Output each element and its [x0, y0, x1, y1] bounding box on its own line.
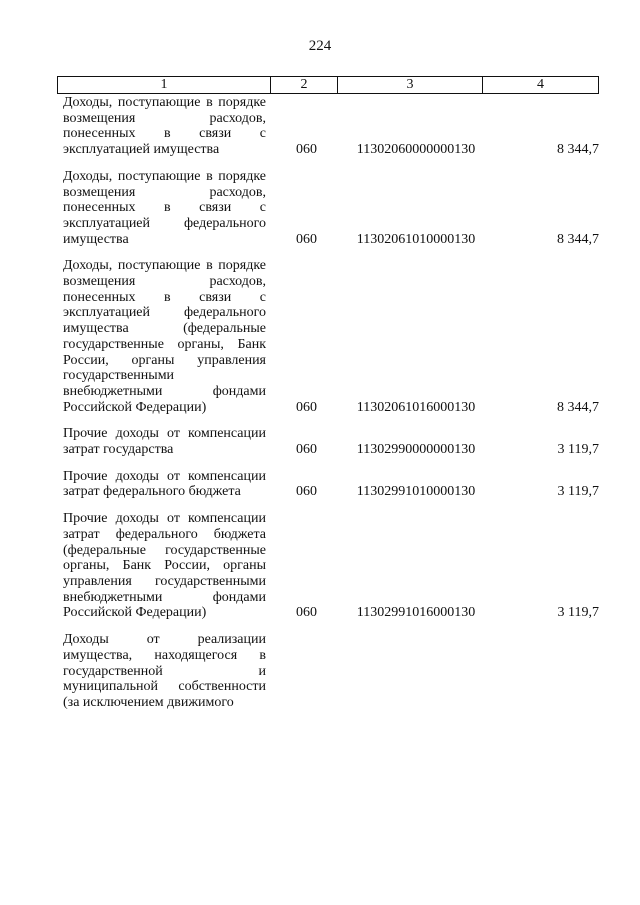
row-description: Доходы, поступающие в порядке возмещения расходов, понесенных в связи с эксплуатацией федерального имущества (федеральные государственные органы, Банк России, органы управления государственными внебюджетными фондами Российской Федерации): [63, 258, 266, 415]
table-row: [57, 469, 599, 500]
row-description: Доходы, поступающие в порядке возмещения расходов, понесенных в связи с эксплуатацией федерального имущества: [63, 168, 266, 247]
table-body: [57, 95, 599, 711]
table-row: [57, 169, 599, 248]
row-amount: 8 344,7: [557, 231, 599, 247]
row-description: Прочие доходы от компенсации затрат федерального бюджета: [63, 468, 266, 500]
column-header-4: 4: [537, 77, 544, 92]
row-classification-code: 11302060000000130: [356, 142, 476, 158]
column-header-2: 2: [271, 77, 338, 93]
row-classification-code: 11302991010000130: [356, 484, 476, 500]
row-description: Прочие доходы от компенсации затрат государства: [63, 426, 266, 458]
row-amount: 3 119,7: [557, 442, 599, 458]
row-amount: 8 344,7: [557, 142, 599, 158]
page-number: 224: [308, 38, 332, 54]
row-amount: 8 344,7: [557, 399, 599, 415]
row-amount: 3 119,7: [557, 484, 599, 500]
row-description: Доходы, поступающие в порядке возмещения расходов, понесенных в связи с эксплуатацией имущества: [63, 95, 266, 158]
row-description: Прочие доходы от компенсации затрат федерального бюджета (федеральные государственные органы, Банк России, органы управления государственными внебюджетными фондами Российской Федерации): [63, 511, 266, 621]
row-description: Доходы от реализации имущества, находящегося в государственной и муниципальной собственности (за исключением движимого: [63, 632, 266, 710]
row-admin-code: 060: [296, 142, 317, 158]
row-admin-code: 060: [296, 605, 317, 621]
table-header-row: [57, 76, 599, 94]
row-admin-code: 060: [296, 484, 317, 500]
table-row: [57, 632, 599, 711]
row-amount: 3 119,7: [557, 605, 599, 621]
table-row: [57, 258, 599, 415]
row-classification-code: 11302991016000130: [356, 605, 476, 621]
column-header-1: 1: [58, 77, 271, 93]
row-classification-code: 11302061016000130: [356, 399, 476, 415]
row-admin-code: 060: [296, 231, 317, 247]
table-row: [57, 95, 599, 158]
column-header-3: 3: [338, 77, 483, 93]
row-classification-code: 11302990000000130: [356, 442, 476, 458]
table-row: [57, 511, 599, 621]
row-classification-code: 11302061010000130: [356, 231, 476, 247]
table-row: [57, 426, 599, 457]
row-admin-code: 060: [296, 399, 317, 415]
row-admin-code: 060: [296, 442, 317, 458]
